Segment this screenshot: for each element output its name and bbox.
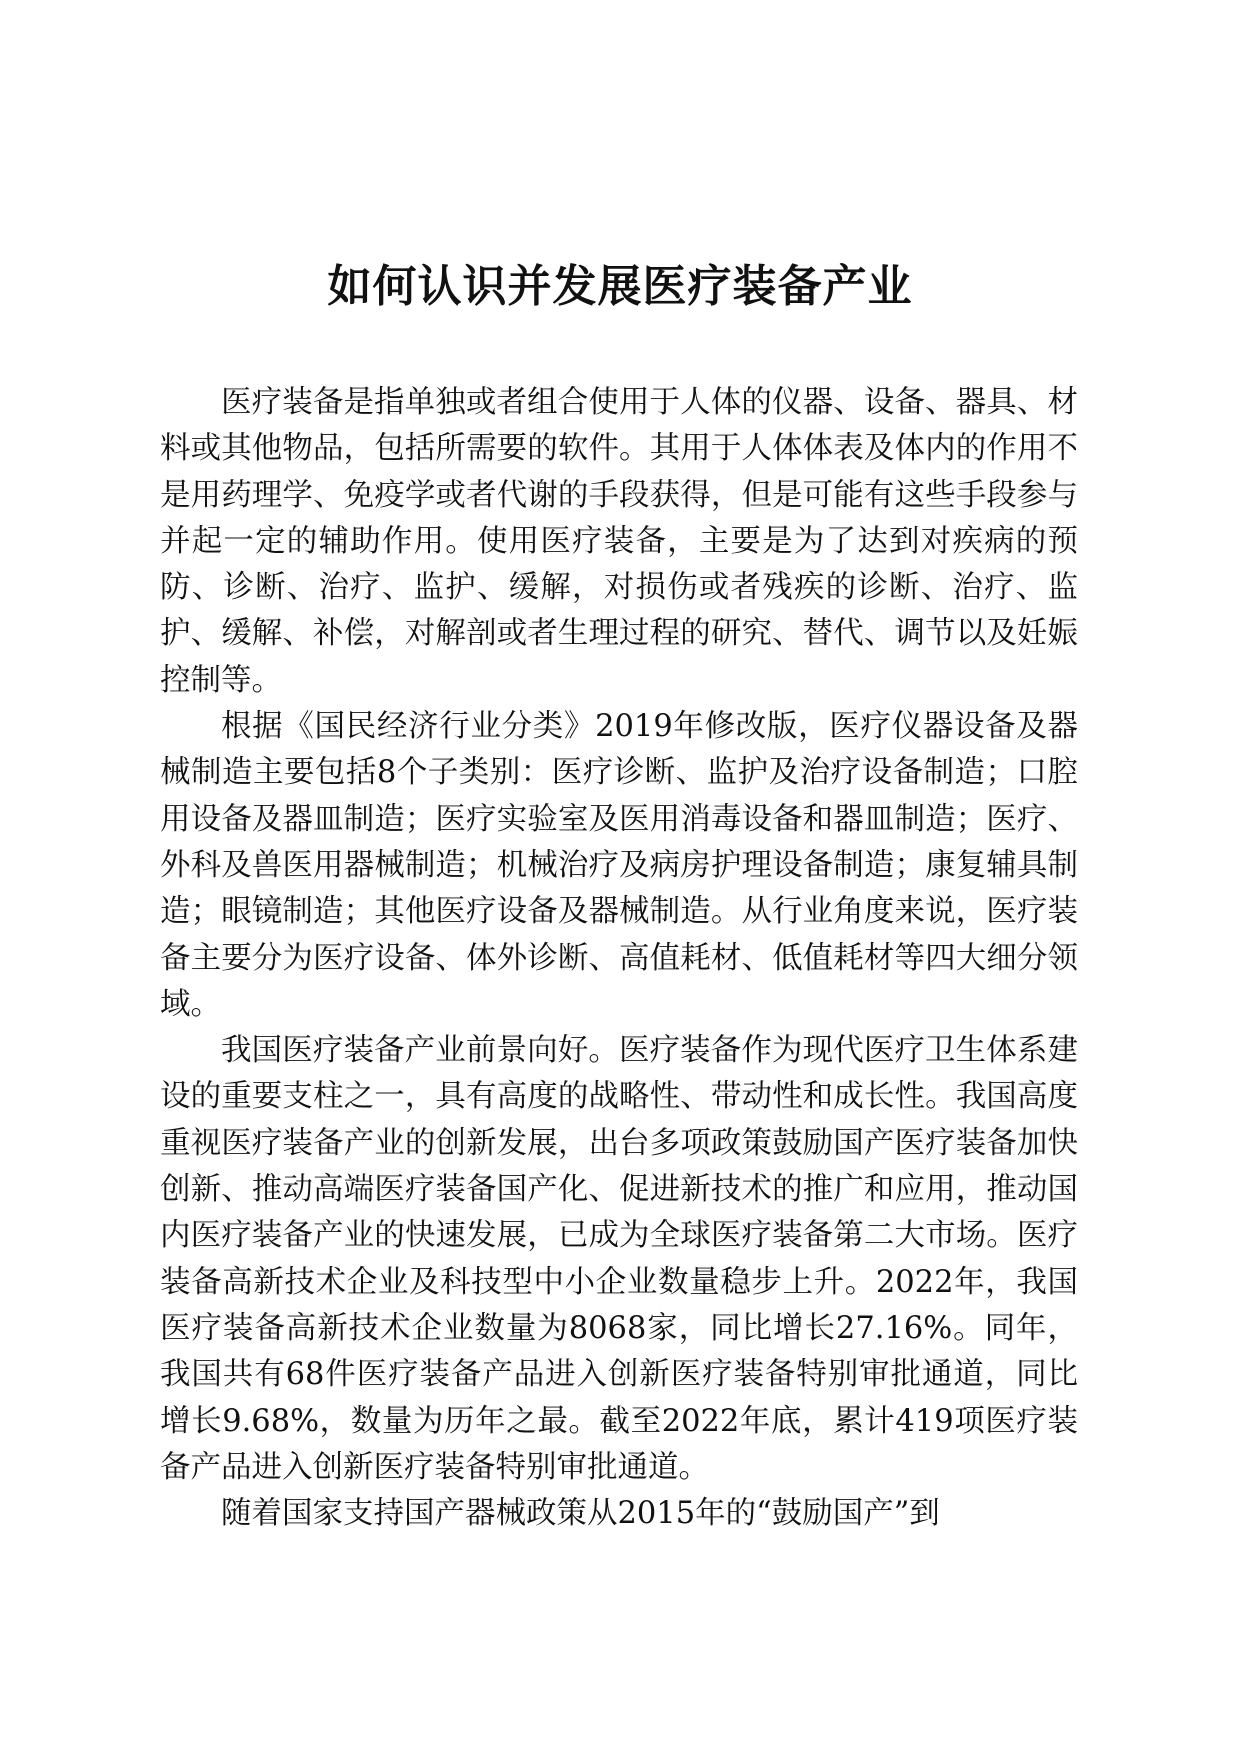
paragraph-policy-support: 随着国家支持国产器械政策从2015年的“鼓励国产”到 [221,1496,940,1532]
paragraph-medical-equipment-definition: 医疗装备是指单独或者组合使用于人体的仪器、设备、器具、材料或其他物品，包括所需要的软件。其用于人体体表及体内的作用不是用药理学、免疫学或者代谢的手段获得，但是可能有这些手段参与并起一定的辅助作用。使用医疗装备，主要是为了达到对疾病的预防、诊断、治疗、监护、缓解，对损伤或者残疾的诊断、治疗、监护、缓解、补偿，对解剖或者生理过程的研究、替代、调节以及妊娠控制等。 [160,385,1078,698]
document-body [160,380,1078,1537]
paragraph-industry-outlook: 我国医疗装备产业前景向好。医疗装备作为现代医疗卫生体系建设的重要支柱之一，具有高度的战略性、带动性和成长性。我国高度重视医疗装备产业的创新发展，出台多项政策鼓励国产医疗装备加快创新、推动高端医疗装备国产化、促进新技术的推广和应用，推动国内医疗装备产业的快速发展，已成为全球医疗装备第二大市场。医疗装备高新技术企业及科技型中小企业数量稳步上升。2022年，我国医疗装备高新技术企业数量为8068家，同比增长27.16%。同年，我国共有68件医疗装备产品进入创新医疗装备特别审批通道，同比增长9.68%，数量为历年之最。截至2022年底，累计419项医疗装备产品进入创新医疗装备特别审批通道。 [160,1033,1078,1485]
document-title: 如何认识并发展医疗装备产业 [327,261,913,312]
paragraph-industry-classification: 根据《国民经济行业分类》2019年修改版，医疗仪器设备及器械制造主要包括8个子类别：医疗诊断、监护及治疗设备制造；口腔用设备及器皿制造；医疗实验室及医用消毒设备和器皿制造；医疗、外科及兽医用器械制造；机械治疗及病房护理设备制造；康复辅具制造；眼镜制造；其他医疗设备及器械制造。从行业角度来说，医疗装备主要分为医疗设备、体外诊断、高值耗材、低值耗材等四大细分领域。 [160,709,1078,1022]
